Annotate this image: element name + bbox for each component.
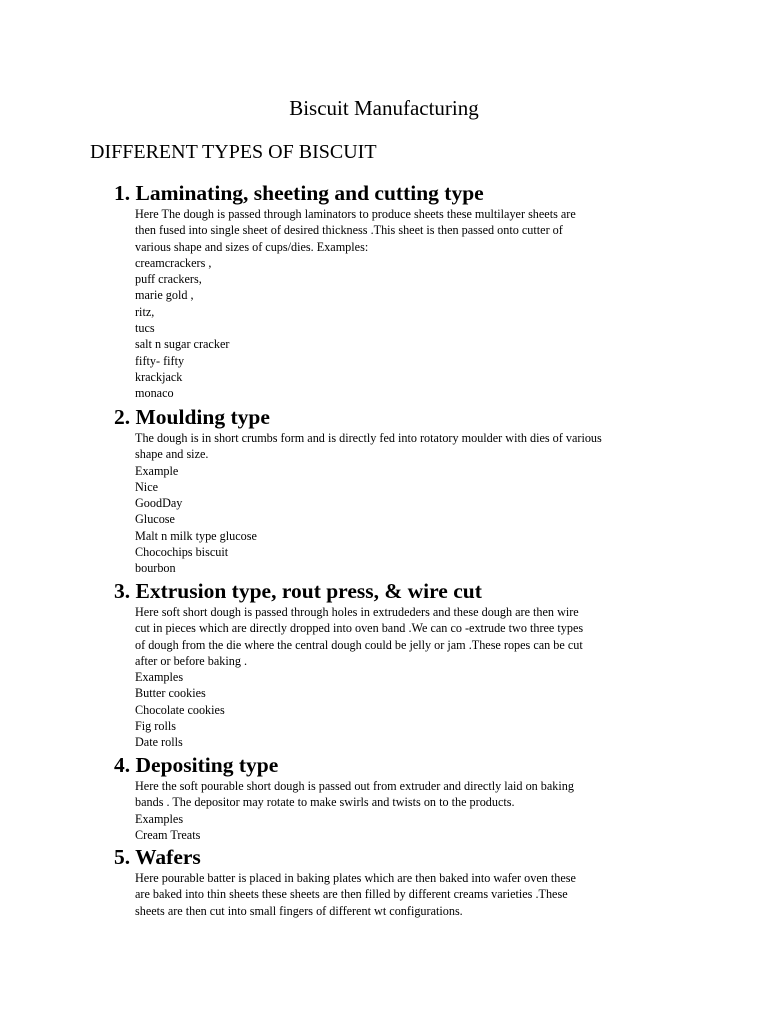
section-depositing <box>114 752 674 843</box>
document-subheading: DIFFERENT TYPES OF BISCUIT <box>90 141 377 163</box>
section-body: Here soft short dough is passed through holes in extrudeders and these dough are then wire cut in pieces which are directly dropped into oven band .We can co -extrude two three types of dough from the die where the central dough could be jelly or jam .These ropes can be cut after or before baking . Examples <box>135 605 584 685</box>
example-item: krackjack <box>135 369 183 384</box>
example-item: Cream Treats <box>135 827 201 842</box>
section-laminating <box>114 180 674 402</box>
example-item: tucs <box>135 321 155 336</box>
section-body: The dough is in short crumbs form and is directly fed into rotatory moulder with dies of various shape and size. Example <box>135 431 602 478</box>
section-heading: 4. Depositing type <box>114 753 279 777</box>
example-item: Date rolls <box>135 735 183 750</box>
example-item: Malt n milk type glucose <box>135 528 257 543</box>
example-item: creamcrackers , <box>135 255 212 270</box>
example-item: marie gold , <box>135 288 194 303</box>
section-wafers <box>114 844 674 919</box>
example-item: ritz, <box>135 304 155 319</box>
example-item: puff crackers, <box>135 272 202 287</box>
example-item: Chocolate cookies <box>135 702 225 717</box>
section-heading: 3. Extrusion type, rout press, & wire cut <box>114 579 482 603</box>
section-moulding <box>114 404 674 577</box>
example-item: fifty- fifty <box>135 353 185 368</box>
example-item: bourbon <box>135 561 176 576</box>
example-item: Butter cookies <box>135 686 206 701</box>
section-heading: 5. Wafers <box>114 845 201 869</box>
example-item: monaco <box>135 386 174 401</box>
section-heading: 1. Laminating, sheeting and cutting type <box>114 181 484 205</box>
document-title: Biscuit Manufacturing <box>289 96 479 120</box>
examples-list <box>135 685 674 750</box>
example-item: salt n sugar cracker <box>135 337 230 352</box>
example-item: Nice <box>135 479 159 494</box>
example-item: Chocochips biscuit <box>135 545 229 560</box>
examples-list <box>135 255 674 402</box>
section-heading: 2. Moulding type <box>114 405 270 429</box>
example-item: GoodDay <box>135 496 183 511</box>
example-item: Glucose <box>135 512 175 527</box>
section-body: Here the soft pourable short dough is passed out from extruder and directly laid on baking bands . The depositor may rotate to make swirls and twists on to the products. Examples <box>135 779 574 826</box>
example-item: Fig rolls <box>135 719 176 734</box>
examples-list <box>135 827 674 843</box>
examples-list <box>135 479 674 577</box>
section-body: Here The dough is passed through laminators to produce sheets these multilayer sheets are then fused into single sheet of desired thickness .This sheet is then passed onto cutter of various shape and sizes of cups/dies. Examples: <box>135 207 576 254</box>
section-extrusion <box>114 578 674 751</box>
section-body: Here pourable batter is placed in baking plates which are then baked into wafer oven these are baked into thin sheets these sheets are then filled by different creams varieties .These sheets are then cut into small fingers of different wt configurations. <box>135 871 576 918</box>
